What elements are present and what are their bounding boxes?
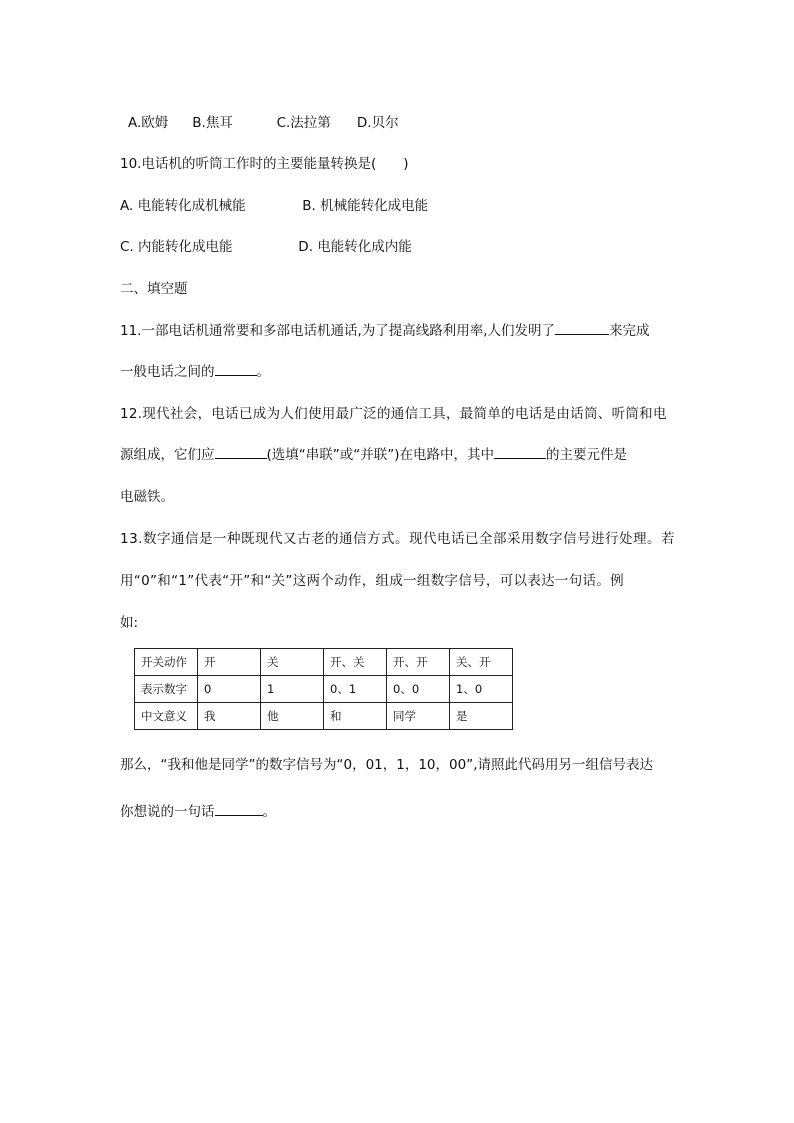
table-cell: 和 [324, 703, 387, 730]
q11-line1 [120, 319, 650, 339]
q12-blank-2 [494, 457, 546, 459]
table-cell: 1、0 [450, 676, 513, 703]
q12-line3: 电磁铁。 [120, 489, 174, 505]
table-cell: 中文意义 [135, 703, 198, 730]
q11-blank-1 [555, 333, 609, 335]
q10-options-row1 [120, 194, 428, 214]
table-cell: 开 [198, 649, 261, 676]
q10-options-row2 [120, 235, 412, 255]
q9-option-d: D.贝尔 [356, 115, 399, 131]
q12-blank-1 [215, 457, 267, 459]
table-cell: 是 [450, 703, 513, 730]
table-cell: 同学 [387, 703, 450, 730]
table-row [135, 703, 513, 730]
q9-option-a: A.欧姆 [128, 115, 169, 131]
q9-options [128, 111, 399, 131]
table-cell: 0、1 [324, 676, 387, 703]
table-cell: 开关动作 [135, 649, 198, 676]
q10-option-d: D. 电能转化成内能 [298, 239, 412, 255]
q13-tail-text-b: 。 [262, 804, 276, 820]
q13-tail-line2 [120, 800, 276, 820]
q12-line1: 12.现代社会，电话已成为人们使用最广泛的通信工具，最简单的电话是由话筒、听筒和电 [120, 406, 667, 422]
code-table [134, 648, 513, 730]
q9-option-c: C.法拉第 [276, 115, 331, 131]
q13-tail-text-a: 你想说的一句话 [120, 804, 215, 820]
table-cell: 1 [261, 676, 324, 703]
section2-title: 二、填空题 [120, 281, 188, 297]
q13-tail-line1: 那么，“我和他是同学”的数字信号为“0，01，1，10，00”,请照此代码用另一组信号表达 [120, 757, 653, 773]
q11-text-b: 来完成 [609, 323, 650, 339]
table-cell: 开、开 [387, 649, 450, 676]
table-cell: 表示数字 [135, 676, 198, 703]
q11-text-c: 一般电话之间的 [120, 364, 215, 380]
table-row [135, 676, 513, 703]
q11-text-d: 。 [256, 364, 270, 380]
q10-option-c: C. 内能转化成电能 [120, 239, 233, 255]
q13-blank [215, 814, 263, 816]
q10-option-a: A. 电能转化成机械能 [120, 198, 246, 214]
table-cell: 关、开 [450, 649, 513, 676]
q12-text-b: (选填“串联”或“并联”)在电路中，其中 [266, 447, 495, 463]
q12-text-a: 源组成，它们应 [120, 447, 215, 463]
q12-text-c: 的主要元件是 [546, 447, 628, 463]
q10-stem: 10.电话机的听筒工作时的主要能量转换是( ) [120, 156, 409, 172]
table-cell: 我 [198, 703, 261, 730]
q11-blank-2 [215, 374, 257, 376]
q10-option-b: B. 机械能转化成电能 [302, 198, 429, 214]
table-cell: 关 [261, 649, 324, 676]
q11-text-a: 11.一部电话机通常要和多部电话机通话,为了提高线路利用率,人们发明了 [120, 323, 556, 339]
q9-option-b: B.焦耳 [192, 115, 233, 131]
q12-line2 [120, 443, 627, 463]
q11-line2 [120, 360, 270, 380]
table-cell: 开、关 [324, 649, 387, 676]
q13-line2: 用“0”和“1”代表“开”和“关”这两个动作，组成一组数字信号，可以表达一句话。例 [120, 573, 624, 589]
table-cell: 0 [198, 676, 261, 703]
q13-line1: 13.数字通信是一种既现代又古老的通信方式。现代电话已全部采用数字信号进行处理。若 [120, 531, 675, 547]
table-cell: 他 [261, 703, 324, 730]
table-row [135, 649, 513, 676]
table-cell: 0、0 [387, 676, 450, 703]
q13-line3: 如: [120, 615, 139, 631]
